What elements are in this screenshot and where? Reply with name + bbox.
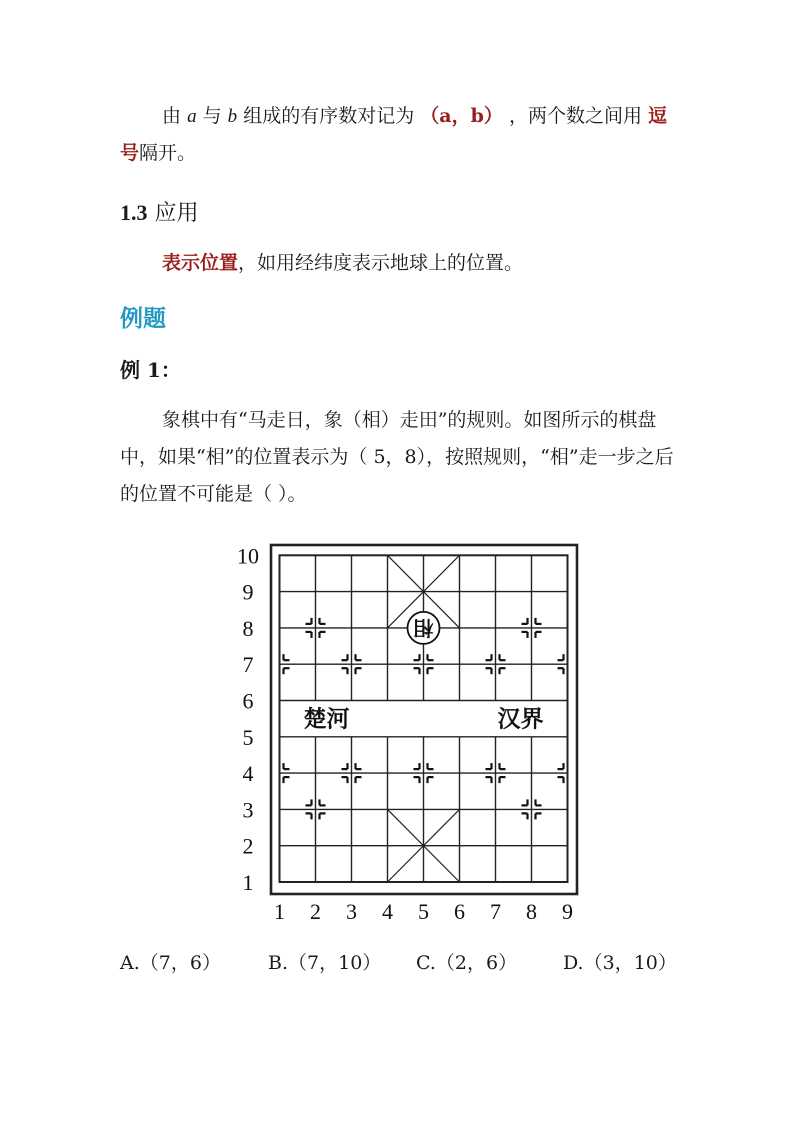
choice-label: C. [416,952,436,974]
choice-value: （7，6） [139,952,221,974]
position-term: 表示位置 [162,252,239,274]
choice-c[interactable] [416,948,517,975]
y-axis-label: 4 [242,761,254,787]
x-axis-label: 1 [274,899,285,924]
river-right-label: 汉界 [497,706,544,733]
x-axis-label: 8 [526,899,537,924]
text-segment: 隔开。 [139,142,197,165]
question-text: 象棋中有“马走日，象（相）走田”的规则。如图所示的棋盘中，如果“相”的位置表示为（ 5，8），按照规则，“相”走一步之后的位置不可能是（ ）。 [120,409,674,506]
comma-term: 逗号 [120,105,668,165]
river-left-label: 楚河 [303,706,350,733]
section-number: 1.3 [120,200,148,225]
section-title: 应用 [154,201,199,226]
xiangqi-board [234,540,586,926]
x-axis-label: 6 [454,899,465,924]
y-axis-label: 3 [242,797,254,823]
x-axis-label: 4 [382,899,393,924]
ordered-pair-notation: （a，b） [420,105,503,127]
text-segment: 组成的有序数对记为 [243,105,415,127]
xiang-piece-label: 相 [413,615,434,640]
choice-value: （3，10） [583,952,677,974]
text-segment: 由 [162,105,182,127]
choice-b[interactable] [268,948,381,975]
paragraph-ordered-pair [120,98,675,172]
y-axis-label: 8 [242,615,254,641]
y-axis-label: 2 [242,833,254,859]
y-axis-label: 1 [242,870,254,895]
text-segment: ，如用经纬度表示地球上的位置。 [238,252,524,274]
text-segment: ，两个数之间用 [508,105,642,127]
choice-d[interactable] [563,948,677,975]
text-segment: 与 [202,105,222,127]
variable-a: a [187,106,197,127]
x-axis-label: 2 [310,899,321,924]
example-label: 例 1： [120,358,181,382]
choice-label: D. [563,952,584,974]
y-axis-label: 6 [242,688,254,714]
choice-a[interactable] [120,948,221,975]
paragraph-application [120,245,675,282]
section-heading [120,196,199,227]
y-axis-label: 7 [242,652,254,678]
choice-value: （7，10） [288,952,382,974]
y-axis-label: 5 [242,724,254,750]
x-axis-label: 3 [346,899,357,924]
choice-label: A. [120,952,140,974]
x-axis-label: 5 [418,899,429,924]
x-axis-label: 7 [490,899,501,924]
examples-heading: 例题 [120,305,166,332]
choice-value: （2，6） [435,952,518,974]
choice-label: B. [268,952,289,974]
y-axis-label: 9 [242,579,254,605]
x-axis-label: 9 [562,899,573,924]
y-axis-label: 10 [237,543,259,569]
variable-b: b [227,106,238,127]
